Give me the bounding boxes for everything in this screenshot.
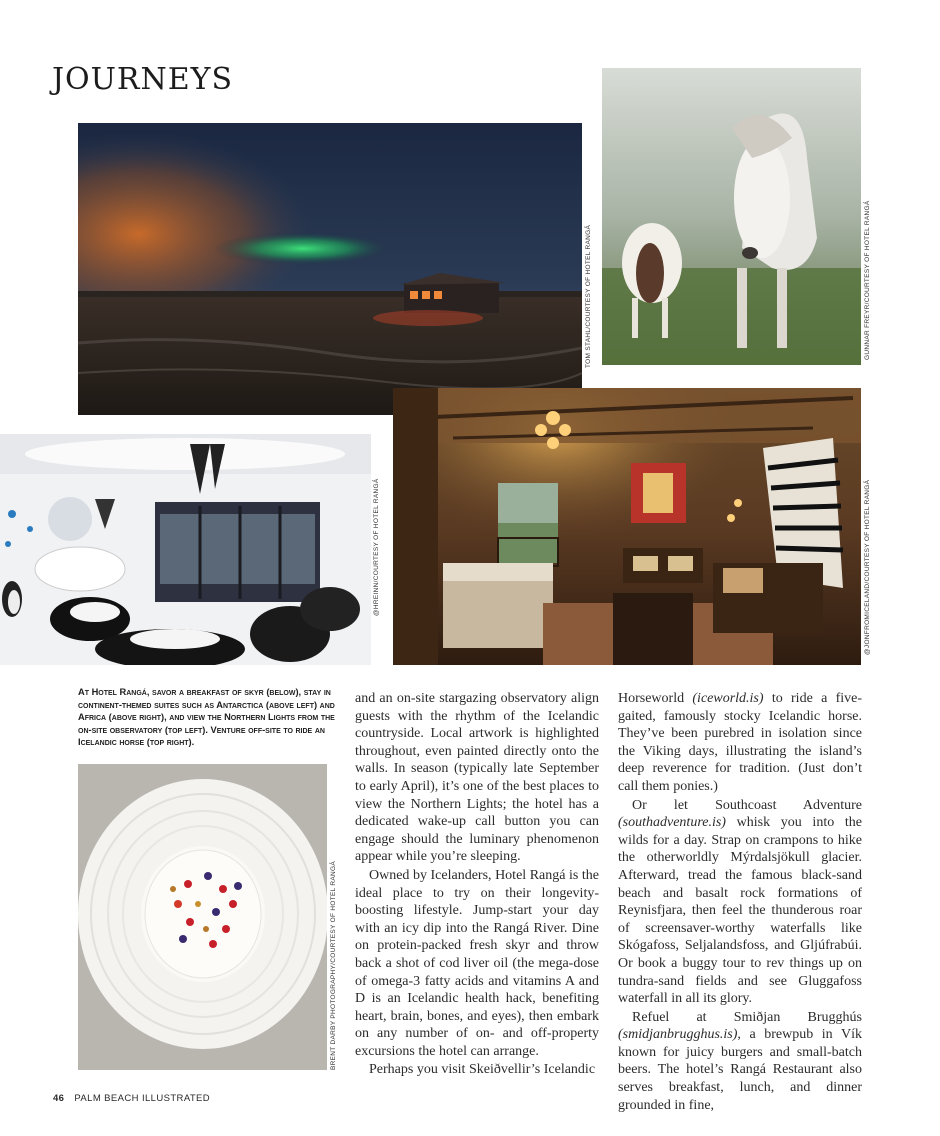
antarctica-suite-photo	[0, 434, 371, 665]
publication-name: PALM BEACH ILLUSTRATED	[74, 1093, 211, 1104]
article-paragraph: and an on-site stargazing observatory align guests with the rhythm of the Icelandic countryside. Local artwork is highlighted throughout, even painted directly onto the walls. In season (typically late September to early April), it’s one of the best places to view the Northern Lights; the hotel has a dedicated wake-up call button you can engage should the luminary phenomenon appear while you’re sleeping.	[355, 691, 599, 865]
page-footer	[53, 1093, 210, 1104]
article-column-1	[355, 690, 599, 1079]
skyr-photo-credit: BRENT DARBY PHOTOGRAPHY/COURTESY OF HOTEL RANGÁ	[330, 860, 337, 1070]
article-paragraph	[618, 690, 862, 796]
section-title: JOURNEYS	[52, 62, 233, 97]
photo-caption: At Hotel Rangá, savor a breakfast of skyr (below), stay in continent-themed suites such as Antarctica (above left) and Africa (above right), and view the Northern Lights from the on-site observatory (top left). Venture off-site to ride an Icelandic horse (top right).	[78, 687, 335, 747]
article-paragraph	[618, 1009, 862, 1115]
africa-photo-credit: @JONFROMICELAND/COURTESY OF HOTEL RANGÁ	[864, 479, 871, 655]
website-reference: (iceworld.is)	[692, 691, 764, 706]
article-paragraph	[618, 797, 862, 1008]
article-paragraph: Owned by Icelanders, Hotel Rangá is the ideal place to try on their longevity-boosting lifestyle. Jump-start your day with an icy dip into the Rangá River. Dine on protein-packed fresh skyr and throw back a shot of cod liver oil (the mega-dose of omega-3 fatty acids and vitamins A and D is an Icelandic health hack, benefiting heart, brain, bones, and eyes), then embark on any number of on- and off-property excursions the hotel can arrange.	[355, 867, 599, 1059]
horses-photo-credit: GUNNAR FREYR/COURTESY OF HOTEL RANGÁ	[864, 200, 871, 360]
website-reference: (smidjanbrugghus.is)	[618, 1027, 738, 1043]
text-run: whisk you into the wilds for a day. Strap on crampons to hike the otherworldly Mýrdalsjökull glacier. Afterward, tread the famous black-sand beach and basalt rock formations of Reynisfjara, then feel the thunderous roar of screensaver-worthy waterfalls like Skógafoss, Seljalandsfoss, and Gljúfrabúi. Or book a buggy tour to rev things up on tundra-sand fields and see Gluggafoss waterfall in all its glory.	[618, 815, 862, 1007]
text-run: Or let Southcoast Adventure	[632, 797, 862, 813]
aurora-hotel-photo	[78, 123, 582, 415]
text-run: Refuel at Smiðjan Brugghús	[632, 1009, 862, 1025]
aurora-photo-credit: TOM STAHL/COURTESY OF HOTEL RANGÁ	[585, 224, 592, 368]
article-column-2	[618, 690, 862, 1114]
article-paragraph: Perhaps you visit Skeiðvellir’s Icelandic	[369, 1062, 596, 1078]
antarctica-photo-credit: @HREINN/COURTESY OF HOTEL RANGÁ	[373, 478, 380, 616]
text-run: Horseworld	[618, 691, 693, 706]
africa-suite-photo	[393, 388, 861, 665]
skyr-breakfast-photo	[78, 764, 327, 1070]
icelandic-horses-photo	[602, 68, 861, 365]
text-run: to ride a five-gaited, famously stocky Icelandic horse. They’ve been purebred in isolation since the Viking days, illustrating the island’s deep reverence for tradition. (Just don’t call them ponies.)	[618, 691, 862, 794]
page-number: 46	[53, 1093, 65, 1104]
website-reference: (southadventure.is)	[618, 815, 726, 831]
text-run: , a brewpub in Vík known for juicy burgers and small-batch beers. The hotel’s Rangá Restaurant also serves breakfast, lunch, and dinner grounded in fine,	[618, 1027, 862, 1113]
